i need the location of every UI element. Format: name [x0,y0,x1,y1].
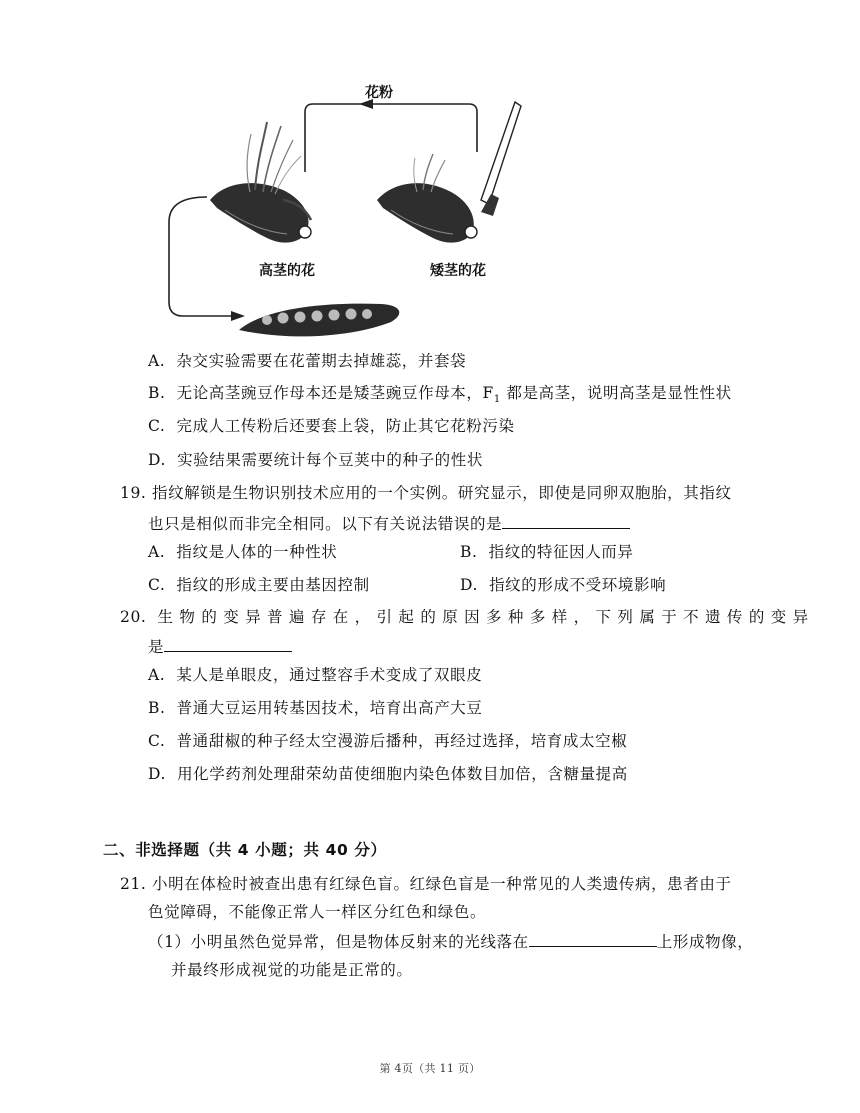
brush-icon [481,102,521,216]
q19-stem-line1: 19. 指纹解锁是生物识别技术应用的一个实例。研究显示，即使是同卵双胞胎，其指纹 [120,484,732,502]
q21-stem-line2: 色觉障碍，不能像正常人一样区分红色和绿色。 [148,903,487,921]
q20-option-d: D. 用化学药剂处理甜荣幼苗使细胞内染色体数目加倍，含糖量提高 [148,765,628,783]
q19-stem-line2: 也只是相似而非完全相同。以下有关说法错误的是 [148,512,630,535]
q21-sub1-line2: 并最终形成视觉的功能是正常的。 [171,961,413,979]
q19-option-b: B. 指纹的特征因人而异 [460,543,634,561]
q19-answer-blank[interactable] [502,512,630,529]
tall-flower-label: 高茎的花 [259,263,315,279]
page-footer: 第 4页（共 11 页） [379,1062,481,1075]
q18-option-c: C. 完成人工传粉后还要套上袋，防止其它花粉污染 [148,417,515,435]
q19-option-d: D. 指纹的形成不受环境影响 [460,576,667,594]
q21-sub1-line1: （1）小明虽然色觉异常，但是物体反射来的光线落在 上形成物像， [148,930,753,953]
q20-option-c: C. 普通甜椒的种子经太空漫游后播种，再经过选择，培育成太空椒 [148,732,628,750]
fruit-path-line [169,197,233,316]
q18-option-b: B. 无论高茎豌豆作母本还是矮茎豌豆作母本，$F_1$ 都是高茎，说明高茎是显性性状 [148,384,732,406]
pollen-path-line [305,104,477,172]
dwarf-flower-icon [377,154,477,243]
pea-pod-icon [239,304,399,337]
q18-option-d: D. 实验结果需要统计每个豆荚中的种子的性状 [148,451,483,469]
fruit-arrow-icon [231,311,245,321]
dwarf-flower-label: 矮茎的花 [430,263,486,279]
q18-option-a: A. 杂交实验需要在花蕾期去掉雄蕊，并套袋 [148,352,467,370]
q19-option-a: A. 指纹是人体的一种性状 [148,543,338,561]
q21-sub1-answer-blank[interactable] [529,930,657,947]
q20-stem-line2: 是 [148,635,292,658]
section-2-title: 二、非选择题（共 4 小题；共 40 分） [103,841,387,859]
q19-option-c: C. 指纹的形成主要由基因控制 [148,576,370,594]
q20-answer-blank[interactable] [164,635,292,652]
q20-option-b: B. 普通大豆运用转基因技术，培育出高产大豆 [148,699,483,717]
q20-stem-line1: 20. 生物的变异普遍存在，引起的原因多种多样，下列属于不遗传的变异 [120,608,815,626]
q21-stem-line1: 21. 小明在体检时被查出患有红绿色盲。红绿色盲是一种常见的人类遗传病，患者由于 [120,875,732,893]
pollen-label: 花粉 [365,85,393,101]
tall-flower-icon [210,122,311,243]
pea-cross-diagram [155,82,535,344]
q20-option-a: A. 某人是单眼皮，通过整容手术变成了双眼皮 [148,666,483,684]
pea-cross-illustration [155,82,535,344]
